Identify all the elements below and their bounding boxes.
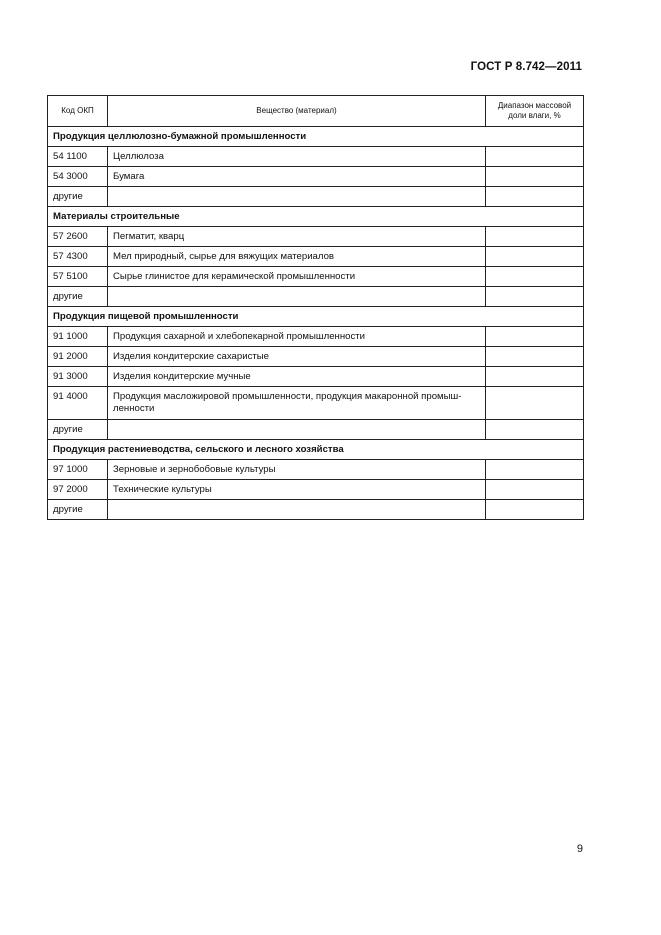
cell-code: другие [48,420,108,440]
cell-code: 91 1000 [48,327,108,347]
cell-substance: Продукция масложировой промышленности, продукция макаронной промыш-ленности [108,387,486,420]
cell-range [486,187,584,207]
document-id: ГОСТ Р 8.742—2011 [470,61,582,73]
table-row [48,247,584,267]
cell-range [486,480,584,500]
cell-substance [108,187,486,207]
cell-code: 97 1000 [48,460,108,480]
section-title: Продукция целлюлозно-бумажной промышленности [48,127,584,147]
cell-range [486,247,584,267]
cell-code: другие [48,500,108,520]
cell-range [486,147,584,167]
cell-substance: Изделия кондитерские сахаристые [108,347,486,367]
table-row [48,387,584,420]
section-title: Продукция растениеводства, сельского и лесного хозяйства [48,440,584,460]
table-row [48,480,584,500]
cell-substance: Технические культуры [108,480,486,500]
cell-substance: Целлюлоза [108,147,486,167]
table-row [48,167,584,187]
table-row [48,420,584,440]
section-row [48,207,584,227]
cell-range [486,167,584,187]
header-moisture-range: Диапазон массовой доли влаги, % [486,96,584,127]
cell-substance: Продукция сахарной и хлебопекарной промышленности [108,327,486,347]
cell-code: 97 2000 [48,480,108,500]
table-row [48,327,584,347]
cell-code: 91 4000 [48,387,108,420]
cell-code: 54 1100 [48,147,108,167]
section-row [48,307,584,327]
header-substance: Вещество (материал) [108,96,486,127]
cell-range [486,267,584,287]
table-row [48,367,584,387]
cell-substance: Зерновые и зернобобовые культуры [108,460,486,480]
cell-substance: Бумага [108,167,486,187]
cell-substance: Мел природный, сырье для вяжущих материалов [108,247,486,267]
cell-range [486,327,584,347]
table-row [48,227,584,247]
moisture-range-table [47,95,584,520]
cell-range [486,387,584,420]
table-row [48,187,584,207]
cell-substance: Изделия кондитерские мучные [108,367,486,387]
table-row [48,147,584,167]
cell-range [486,367,584,387]
cell-range [486,227,584,247]
cell-substance: Сырье глинистое для керамической промышленности [108,267,486,287]
section-row [48,440,584,460]
table-header-row [48,96,584,127]
page-number: 9 [576,843,583,855]
table-row [48,267,584,287]
cell-code: 57 2600 [48,227,108,247]
section-title: Продукция пищевой промышленности [48,307,584,327]
cell-code: другие [48,287,108,307]
cell-substance [108,420,486,440]
cell-substance: Пегматит, кварц [108,227,486,247]
cell-code: 54 3000 [48,167,108,187]
cell-code: 91 3000 [48,367,108,387]
cell-range [486,347,584,367]
table-row [48,287,584,307]
cell-code: 57 4300 [48,247,108,267]
table-row [48,500,584,520]
cell-substance [108,500,486,520]
cell-range [486,460,584,480]
table-row [48,347,584,367]
cell-range [486,287,584,307]
header-code: Код ОКП [48,96,108,127]
cell-code: 91 2000 [48,347,108,367]
table-row [48,460,584,480]
cell-code: 57 5100 [48,267,108,287]
cell-range [486,420,584,440]
section-title: Материалы строительные [48,207,584,227]
cell-substance [108,287,486,307]
cell-code: другие [48,187,108,207]
cell-range [486,500,584,520]
section-row [48,127,584,147]
